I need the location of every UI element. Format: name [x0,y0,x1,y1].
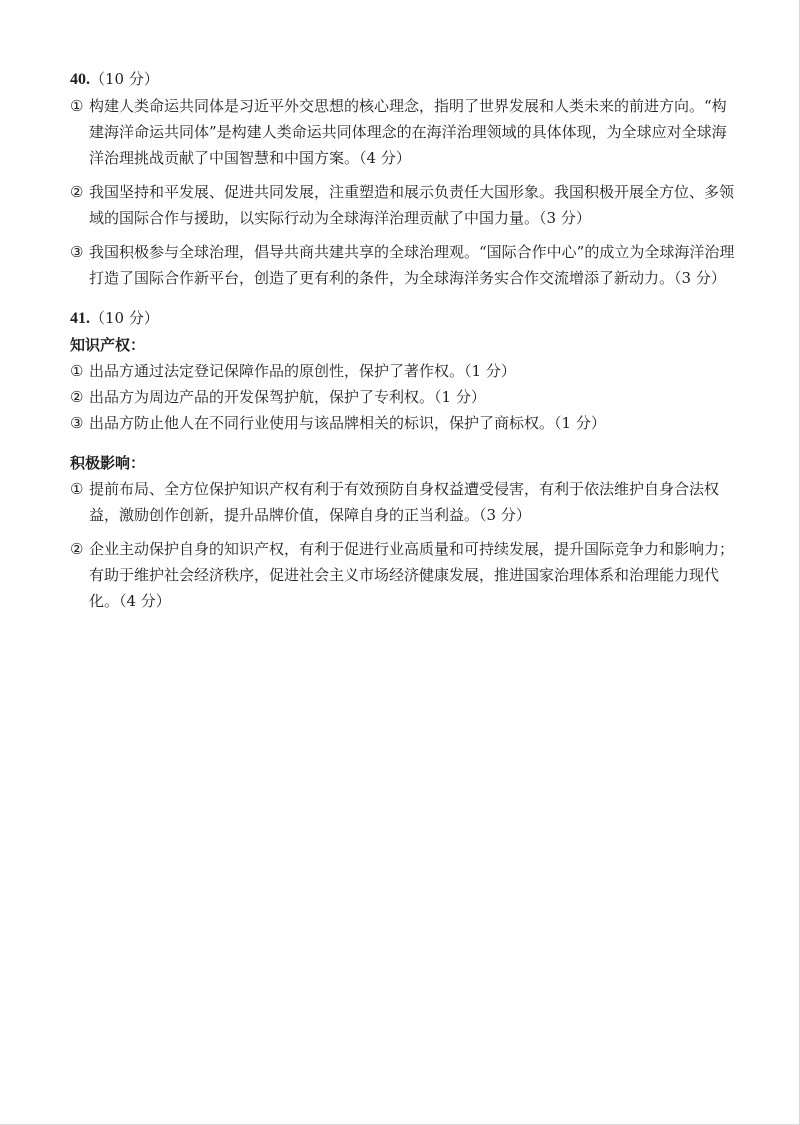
section-title-impact: 积极影响： [70,454,146,472]
question-41-impact-item-2 [70,536,735,614]
item-text: 构建人类命运共同体是习近平外交思想的核心理念，指明了世界发展和人类未来的前进方向。“构建海洋命运共同体”是构建人类命运共同体理念的在海洋治理领域的具体体现，为全球应对全球海洋治理挑战贡献了中国智慧和中国方案。（4 分） [89,97,727,167]
item-text: 我国坚持和平发展、促进共同发展，注重塑造和展示负责任大国形象。我国积极开展全方位、多领域的国际合作与援助，以实际行动为全球海洋治理贡献了中国力量。（3 分） [89,183,735,227]
item-marker: ② [70,183,84,201]
question-41-ip-item-3 [70,410,735,436]
item-marker: ① [70,362,84,380]
item-marker: ② [70,540,84,558]
question-41-ip-item-2 [70,384,735,410]
question-41-ip-item-1 [70,358,735,384]
item-text: 企业主动保护自身的知识产权，有利于促进行业高质量和可持续发展，提升国际竞争力和影响力；有助于维护社会经济秩序，促进社会主义市场经济健康发展，推进国家治理体系和治理能力现代化。（4 分） [89,540,735,610]
question-41-header [70,305,735,332]
item-text: 出品方为周边产品的开发保驾护航，保护了专利权。（1 分） [89,388,486,406]
item-marker: ③ [70,243,84,261]
item-marker: ② [70,388,84,406]
answer-content [70,66,735,614]
item-marker: ① [70,97,84,115]
question-41-impact-item-1 [70,476,735,528]
question-40-header [70,66,735,93]
question-40-item-1 [70,93,735,171]
item-text: 提前布局、全方位保护知识产权有利于有效预防自身权益遭受侵害，有利于依法维护自身合法权益，激励创作创新，提升品牌价值，保障自身的正当利益。（3 分） [89,480,720,524]
item-marker: ③ [70,414,84,432]
item-text: 出品方防止他人在不同行业使用与该品牌相关的标识，保护了商标权。（1 分） [89,414,606,432]
question-41-number: 41. [70,310,90,327]
item-text: 出品方通过法定登记保障作品的原创性，保护了著作权。（1 分） [89,362,516,380]
item-marker: ① [70,480,84,498]
section-title-ip: 知识产权： [70,336,146,354]
question-40-item-3 [70,239,735,291]
question-40-score: （10 分） [90,70,159,88]
question-41-score: （10 分） [90,309,159,327]
question-40-item-2 [70,179,735,231]
question-40-number: 40. [70,71,90,88]
item-text: 我国积极参与全球治理，倡导共商共建共享的全球治理观。“国际合作中心”的成立为全球海洋治理打造了国际合作新平台，创造了更有利的条件，为全球海洋务实合作交流增添了新动力。（3 分） [89,243,735,287]
